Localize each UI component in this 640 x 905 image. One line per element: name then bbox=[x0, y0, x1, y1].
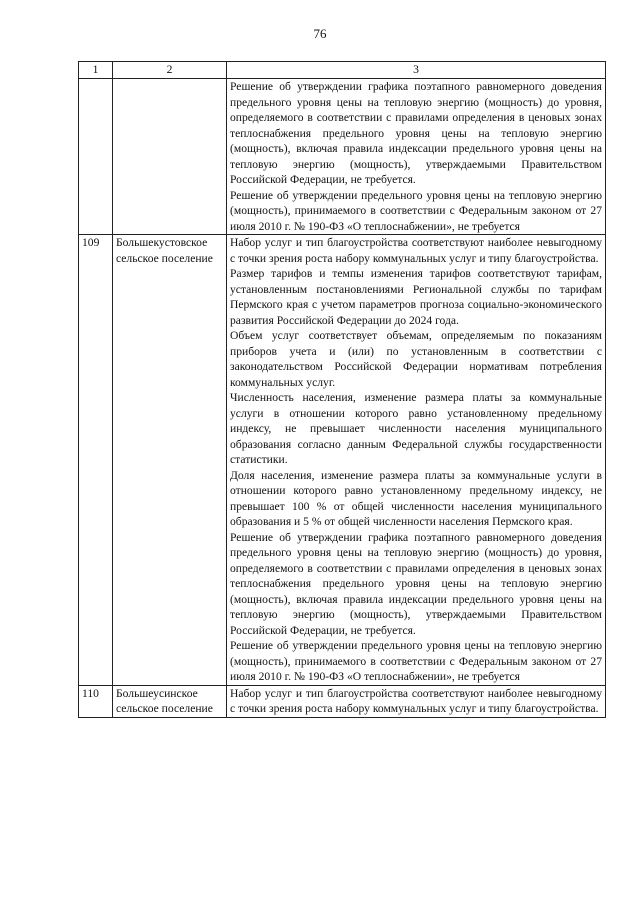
table-row bbox=[79, 685, 606, 717]
paragraph: Объем услуг соответствует объемам, определяемым по показаниям приборов учета и (или) по установленным в соответствии с законодательством Российской Федерации нормативам потребления коммунальных услуг. bbox=[230, 329, 602, 389]
row-number: 109 bbox=[79, 235, 113, 686]
settlement-name bbox=[113, 79, 227, 235]
paragraph: Решение об утверждении предельного уровня цены на тепловую энергию (мощность), принимаемого в соответствии с Федеральным законом от 27 июля 2010 г. № 190-ФЗ «О теплоснабжении», не требуется bbox=[230, 188, 602, 233]
table-row bbox=[79, 235, 606, 686]
paragraph: Решение об утверждении графика поэтапного равномерного доведения предельного уровня цены на тепловую энергию (мощность) до уровня, определяемого в соответствии с правилами определения в ценовых зонах теплоснабжения предельного уровня цены на тепловую энергию (мощность), включая правила индексации предельного уровня цены на тепловую энергию (мощность), утверждаемыми Правительством Российской Федерации, не требуется. bbox=[230, 530, 602, 637]
row-number: 110 bbox=[79, 685, 113, 717]
paragraph: Набор услуг и тип благоустройства соответствуют наиболее невыгодному с точки зрения роста набору коммунальных услуг и типу благоустройства. bbox=[230, 236, 602, 265]
table-row bbox=[79, 79, 606, 235]
paragraph: Набор услуг и тип благоустройства соответствуют наиболее невыгодному с точки зрения роста набору коммунальных услуг и типу благоустройства. bbox=[230, 686, 602, 715]
row-description bbox=[227, 79, 606, 235]
paragraph: Решение об утверждении предельного уровня цены на тепловую энергию (мощность), принимаемого в соответствии с Федеральным законом от 27 июля 2010 г. № 190-ФЗ «О теплоснабжении», не требуется bbox=[230, 639, 602, 683]
row-description bbox=[227, 685, 606, 717]
paragraph: Численность населения, изменение размера платы за коммунальные услуги в отношении которого равно установленному предельному индексу, не превышает численности населения муниципального образования согласно данным Федеральной службы государственности статистики. bbox=[230, 391, 602, 466]
paragraph: Доля населения, изменение размера платы за коммунальные услуги в отношении которого равно установленному предельному индексу, не превышает 100 % от общей численности населения муниципального образования и 5 % от общей численности населения Пермского края. bbox=[230, 468, 602, 528]
column-header-1: 1 bbox=[79, 62, 113, 79]
row-description bbox=[227, 235, 606, 686]
settlement-name: Большеусинское сельское поселение bbox=[113, 685, 227, 717]
table-header-row bbox=[79, 62, 606, 79]
settlement-name: Большекустовское сельское поселение bbox=[113, 235, 227, 686]
row-number bbox=[79, 79, 113, 235]
paragraph: Размер тарифов и темпы изменения тарифов соответствуют тарифам, установленным постановлениями Региональной службы по тарифам Пермского края с учетом параметров прогноза социально-экономического развития Российской Федерации до 2024 года. bbox=[230, 267, 602, 327]
page-number: 76 bbox=[313, 26, 327, 41]
document-table bbox=[78, 61, 606, 718]
paragraph: Решение об утверждении графика поэтапного равномерного доведения предельного уровня цены на тепловую энергию (мощность) до уровня, определяемого в соответствии с правилами определения в ценовых зонах теплоснабжения предельного уровня цены на тепловую энергию (мощность), включая правила индексации предельного уровня цены на тепловую энергию (мощность), утверждаемыми Правительством Российской Федерации, не требуется. bbox=[230, 80, 602, 186]
column-header-2: 2 bbox=[113, 62, 227, 79]
column-header-3: 3 bbox=[227, 62, 606, 79]
